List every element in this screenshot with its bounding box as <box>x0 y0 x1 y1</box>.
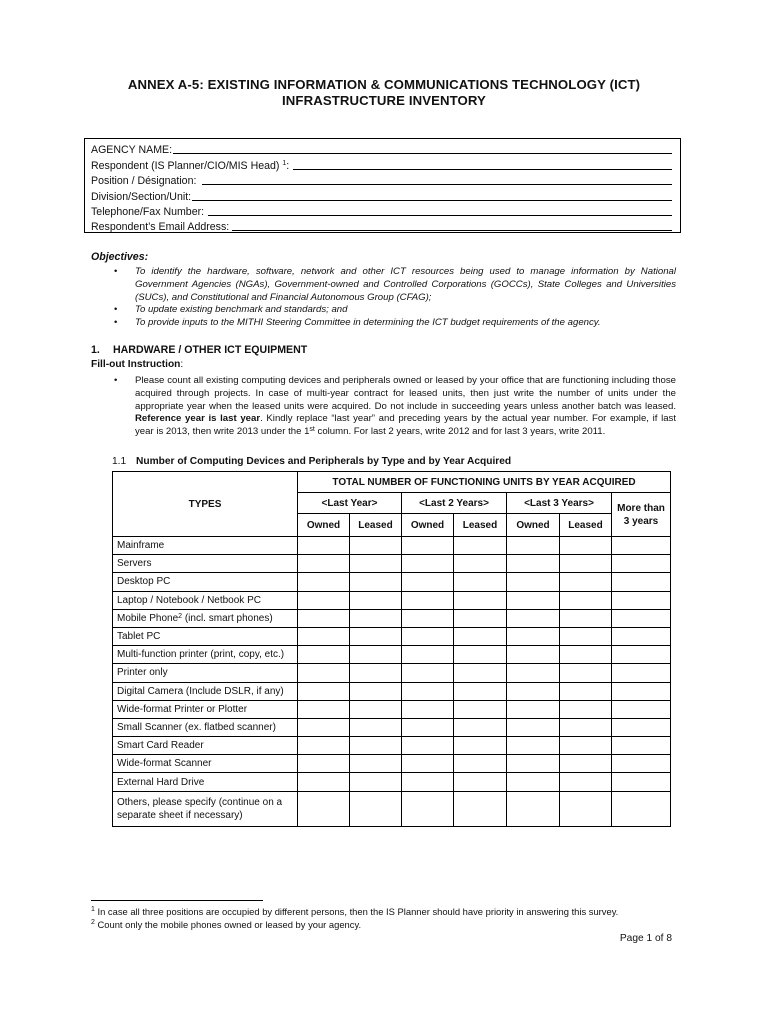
type-label: Mainframe <box>113 537 298 555</box>
count-cell[interactable] <box>507 573 560 591</box>
count-cell[interactable] <box>507 718 560 736</box>
count-cell[interactable] <box>298 791 350 826</box>
count-cell[interactable] <box>298 755 350 773</box>
count-cell[interactable] <box>560 591 612 609</box>
type-label: Others, please specify (continue on a separate sheet if necessary) <box>113 791 298 826</box>
count-cell[interactable] <box>507 555 560 573</box>
count-cell[interactable] <box>560 773 612 791</box>
count-cell[interactable] <box>560 627 612 645</box>
count-cell[interactable] <box>350 646 402 664</box>
count-cell[interactable] <box>298 737 350 755</box>
count-cell[interactable] <box>612 682 671 700</box>
count-cell[interactable] <box>350 755 402 773</box>
last-year-header: <Last Year> <box>298 493 402 514</box>
owned-header: Owned <box>507 514 560 537</box>
count-cell[interactable] <box>612 718 671 736</box>
subsection-1-1-heading: 1.1 Number of Computing Devices and Peripherals by Type and by Year Acquired <box>112 456 512 467</box>
table-row <box>113 555 671 573</box>
owned-header: Owned <box>402 514 454 537</box>
count-cell[interactable] <box>560 755 612 773</box>
count-cell[interactable] <box>454 773 507 791</box>
count-cell[interactable] <box>298 573 350 591</box>
table-row <box>113 573 671 591</box>
count-cell[interactable] <box>402 718 454 736</box>
count-cell[interactable] <box>507 700 560 718</box>
count-cell[interactable] <box>298 627 350 645</box>
count-cell[interactable] <box>612 555 671 573</box>
count-cell[interactable] <box>402 773 454 791</box>
count-cell[interactable] <box>350 537 402 555</box>
count-cell[interactable] <box>454 682 507 700</box>
type-label: External Hard Drive <box>113 773 298 791</box>
title-line-2: INFRASTRUCTURE INVENTORY <box>282 93 486 108</box>
count-cell[interactable] <box>612 791 671 826</box>
count-cell[interactable] <box>560 682 612 700</box>
count-cell[interactable] <box>298 682 350 700</box>
count-cell[interactable] <box>612 609 671 627</box>
bullet-icon: • <box>114 266 118 277</box>
count-cell[interactable] <box>350 700 402 718</box>
count-cell[interactable] <box>454 573 507 591</box>
count-cell[interactable] <box>507 591 560 609</box>
count-cell[interactable] <box>402 737 454 755</box>
table-row <box>113 773 671 791</box>
count-cell[interactable] <box>612 537 671 555</box>
table-row <box>113 755 671 773</box>
count-cell[interactable] <box>454 555 507 573</box>
title-line-1: ANNEX A-5: EXISTING INFORMATION & COMMUNICATIONS TECHNOLOGY (ICT) <box>127 77 641 92</box>
count-cell[interactable] <box>350 573 402 591</box>
type-label: Multi-function printer (print, copy, etc.) <box>113 646 298 664</box>
count-cell[interactable] <box>507 627 560 645</box>
instruction-list <box>108 375 676 439</box>
leased-header: Leased <box>350 514 402 537</box>
position-field[interactable] <box>91 172 672 187</box>
count-cell[interactable] <box>560 573 612 591</box>
email-field[interactable] <box>91 218 672 233</box>
count-cell[interactable] <box>402 573 454 591</box>
count-cell[interactable] <box>560 646 612 664</box>
count-cell[interactable] <box>507 791 560 826</box>
count-cell[interactable] <box>454 627 507 645</box>
respondent-field[interactable] <box>91 156 672 171</box>
table-row <box>113 664 671 682</box>
footnote-1: $^1$ In case all three positions are occupied by different persons, then the IS Planner should have priority in answering this survey. <box>91 906 619 917</box>
position-blank[interactable] <box>202 173 672 185</box>
count-cell[interactable] <box>612 755 671 773</box>
type-label: Servers <box>113 555 298 573</box>
table-row <box>113 627 671 645</box>
count-cell[interactable] <box>612 664 671 682</box>
count-cell[interactable] <box>298 718 350 736</box>
count-cell[interactable] <box>454 646 507 664</box>
count-cell[interactable] <box>298 609 350 627</box>
table-row <box>113 682 671 700</box>
count-cell[interactable] <box>560 664 612 682</box>
count-cell[interactable] <box>612 700 671 718</box>
type-label: Mobile Phone$^2$ (incl. smart phones) <box>113 609 298 627</box>
count-cell[interactable] <box>612 627 671 645</box>
count-cell[interactable] <box>350 664 402 682</box>
telephone-field[interactable] <box>91 203 672 218</box>
count-cell[interactable] <box>402 755 454 773</box>
count-cell[interactable] <box>402 609 454 627</box>
type-label: Small Scanner (ex. flatbed scanner) <box>113 718 298 736</box>
page-number: Page 1 of 8 <box>619 933 672 944</box>
count-cell[interactable] <box>350 682 402 700</box>
inventory-table <box>112 471 671 827</box>
count-cell[interactable] <box>402 591 454 609</box>
count-cell[interactable] <box>612 573 671 591</box>
section-1-heading: 1. HARDWARE / OTHER ICT EQUIPMENT <box>91 344 308 356</box>
type-label: Smart Card Reader <box>113 737 298 755</box>
count-cell[interactable] <box>402 682 454 700</box>
count-cell[interactable] <box>350 591 402 609</box>
email-blank[interactable] <box>232 219 672 231</box>
total-units-header: TOTAL NUMBER OF FUNCTIONING UNITS BY YEAR ACQUIRED <box>298 472 671 493</box>
count-cell[interactable] <box>507 682 560 700</box>
count-cell[interactable] <box>454 664 507 682</box>
count-cell[interactable] <box>560 737 612 755</box>
objective-item-2: • To update existing benchmark and standards; and <box>114 304 348 316</box>
type-label: Tablet PC <box>113 627 298 645</box>
table-row <box>113 718 671 736</box>
count-cell[interactable] <box>454 609 507 627</box>
count-cell[interactable] <box>454 591 507 609</box>
count-cell[interactable] <box>560 555 612 573</box>
count-cell[interactable] <box>402 537 454 555</box>
count-cell[interactable] <box>612 737 671 755</box>
bullet-icon: • <box>114 304 118 316</box>
count-cell[interactable] <box>560 718 612 736</box>
count-cell[interactable] <box>507 755 560 773</box>
count-cell[interactable] <box>298 773 350 791</box>
count-cell[interactable] <box>507 646 560 664</box>
bullet-icon: • <box>114 375 118 386</box>
agency-name-field[interactable] <box>91 141 672 156</box>
count-cell[interactable] <box>402 791 454 826</box>
count-cell[interactable] <box>454 537 507 555</box>
type-label: Wide-format Scanner <box>113 755 298 773</box>
division-field[interactable] <box>91 187 672 202</box>
count-cell[interactable] <box>454 791 507 826</box>
respondent-label: Respondent (IS Planner/CIO/MIS Head) $^1$: <box>91 159 290 172</box>
telephone-blank[interactable] <box>208 204 672 216</box>
count-cell[interactable] <box>350 718 402 736</box>
division-label: Division/Section/Unit: <box>91 190 192 203</box>
count-cell[interactable] <box>454 737 507 755</box>
count-cell[interactable] <box>454 718 507 736</box>
more-than-3-years-header: More than 3 years <box>612 493 671 537</box>
objective-item-3: • To provide inputs to the MITHI Steering Committee in determining the ICT budget requirements of the agency. <box>114 317 601 329</box>
agency-name-blank[interactable] <box>173 142 672 154</box>
last-3-years-header: <Last 3 Years> <box>507 493 612 514</box>
email-label: Respondent’s Email Address: <box>91 221 230 234</box>
objectives-list <box>108 266 676 330</box>
count-cell[interactable] <box>612 646 671 664</box>
type-label: Wide-format Printer or Plotter <box>113 700 298 718</box>
count-cell[interactable] <box>350 609 402 627</box>
table-row <box>113 537 671 555</box>
table-row <box>113 737 671 755</box>
count-cell[interactable] <box>402 664 454 682</box>
count-cell[interactable] <box>298 646 350 664</box>
last-2-years-header: <Last 2 Years> <box>402 493 507 514</box>
count-cell[interactable] <box>350 791 402 826</box>
count-cell[interactable] <box>454 700 507 718</box>
count-cell[interactable] <box>402 627 454 645</box>
respondent-info-box <box>84 138 681 233</box>
count-cell[interactable] <box>350 737 402 755</box>
footnote-divider <box>91 900 263 901</box>
count-cell[interactable] <box>350 627 402 645</box>
count-cell[interactable] <box>402 646 454 664</box>
type-label: Laptop / Notebook / Netbook PC <box>113 591 298 609</box>
count-cell[interactable] <box>298 537 350 555</box>
owned-header: Owned <box>298 514 350 537</box>
fill-out-instruction-label: Fill-out Instruction: <box>91 359 184 370</box>
count-cell[interactable] <box>612 773 671 791</box>
types-header: TYPES <box>113 472 298 537</box>
telephone-label: Telephone/Fax Number: <box>91 205 205 218</box>
count-cell[interactable] <box>298 555 350 573</box>
table-row <box>113 646 671 664</box>
table-row <box>113 609 671 627</box>
count-cell[interactable] <box>507 664 560 682</box>
respondent-blank[interactable] <box>293 158 672 170</box>
count-cell[interactable] <box>560 537 612 555</box>
table-row <box>113 700 671 718</box>
footnote-2: $^2$ Count only the mobile phones owned or leased by your agency. <box>91 919 362 930</box>
count-cell[interactable] <box>402 555 454 573</box>
count-cell[interactable] <box>507 537 560 555</box>
type-label: Printer only <box>113 664 298 682</box>
count-cell[interactable] <box>560 609 612 627</box>
count-cell[interactable] <box>402 700 454 718</box>
leased-header: Leased <box>560 514 612 537</box>
count-cell[interactable] <box>560 791 612 826</box>
table-row <box>113 591 671 609</box>
count-cell[interactable] <box>507 773 560 791</box>
division-blank[interactable] <box>192 189 672 201</box>
instruction-item: • Please count all existing computing devices and peripherals owned or leased by your office that are functioning including those acquired through projects. In case of multi-year contract for leased units, then just write the number of units under the appropriate year when the leased units were acquired. Do not include in succeeding years unless another batch was leased. Reference year is last year. Kindly replace “last year” and preceding years by the actual year number. For example, if last year is 2013, then write 2013 under the 1st column. For last 2 years, write 2012 and for last 3 years, write 2011. <box>114 375 677 438</box>
type-label: Digital Camera (Include DSLR, if any) <box>113 682 298 700</box>
objective-item-1: • To identify the hardware, software, network and other ICT resources being used to manage information by National Government Agencies (NGAs), Government-owned and Controlled Corporations (GOCCs), State Colleges and Universities (SUCs), and Constitutional and Financial Autonomous Group (CFAG); <box>114 266 676 303</box>
count-cell[interactable] <box>298 700 350 718</box>
count-cell[interactable] <box>507 609 560 627</box>
agency-name-label: AGENCY NAME: <box>91 144 173 157</box>
position-label: Position / Désignation: <box>91 175 197 188</box>
leased-header: Leased <box>454 514 507 537</box>
bullet-icon: • <box>114 317 118 329</box>
count-cell[interactable] <box>298 664 350 682</box>
count-cell[interactable] <box>350 555 402 573</box>
count-cell[interactable] <box>298 591 350 609</box>
count-cell[interactable] <box>350 773 402 791</box>
table-row <box>113 791 671 826</box>
count-cell[interactable] <box>612 591 671 609</box>
count-cell[interactable] <box>454 755 507 773</box>
count-cell[interactable] <box>560 700 612 718</box>
objectives-title: Objectives: <box>91 251 149 263</box>
document-title <box>60 77 708 109</box>
type-label: Desktop PC <box>113 573 298 591</box>
count-cell[interactable] <box>507 737 560 755</box>
